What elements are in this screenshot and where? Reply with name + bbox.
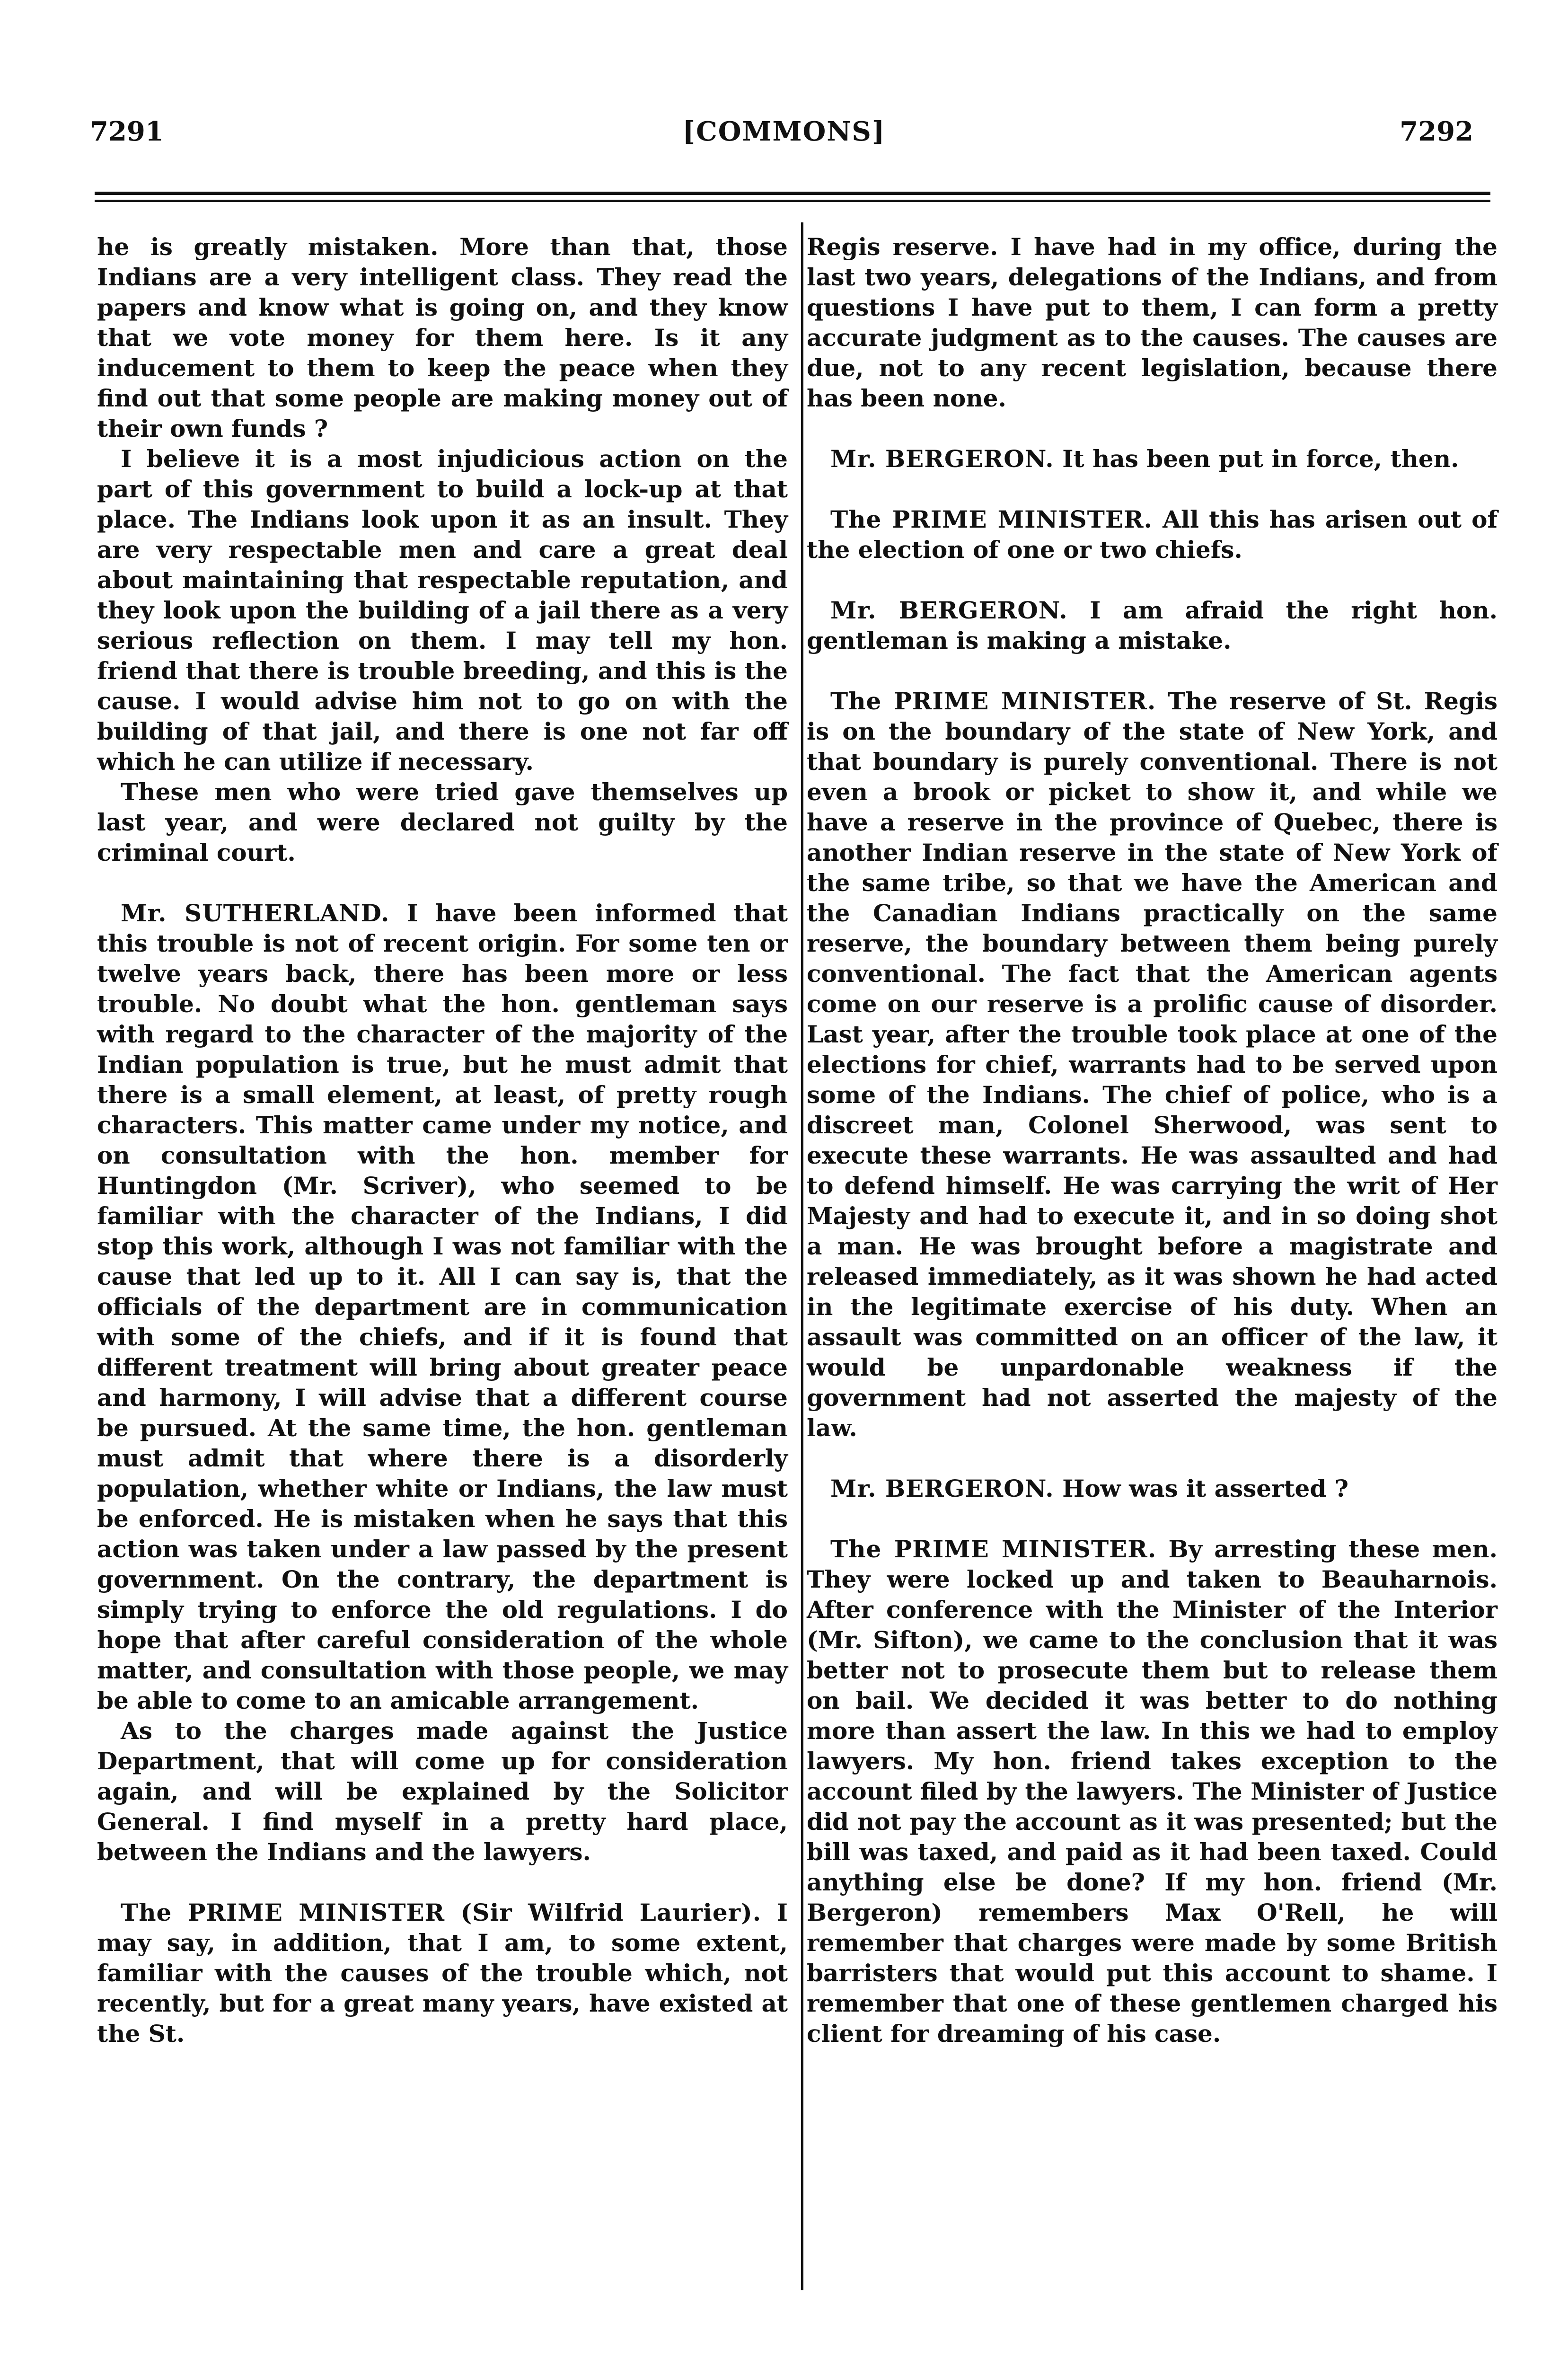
- left-column: [97, 232, 788, 2281]
- speech-paragraph: [97, 1898, 788, 2049]
- speech-paragraph: [807, 1534, 1498, 2049]
- speech-paragraph: [807, 686, 1498, 1443]
- speech-paragraph: [807, 595, 1498, 656]
- right-page-number: 7292: [1400, 116, 1473, 147]
- speaker-name: The PRIME MINISTER.: [830, 505, 1153, 533]
- paragraph: I believe it is a most injudicious action on the part of this government to build a lock-up at that place. The Indians look upon it as an insult. They are very respectable men and care a great deal about maintaining that respectable reputation, and they look upon the building of a jail there as a very serious reflection on them. I may tell my hon. friend that there is trouble breeding, and this is the cause. I would advise him not to go on with the building of that jail, and there is one not far off which he can utilize if necessary.: [97, 445, 788, 776]
- speech-paragraph: [97, 898, 788, 1716]
- speech-text: It has been put in force, then.: [1054, 445, 1459, 473]
- running-title: [COMMONS]: [682, 116, 886, 147]
- speech-paragraph: [807, 504, 1498, 565]
- speech-text: The reserve of St. Regis is on the boundary of the state of New York, and that boundary is purely conventional. There is not even a brook or picket to show it, and while we have a reserve in the province of Quebec, there is another Indian reserve in the state of New York of the same tribe, so that we have the American and the Canadian Indians practically on the same reserve, the boundary between them being purely conventional. The fact that the American agents come on our reserve is a prolific cause of disorder. Last year, after the trouble took place at one of the elections for chief, warrants had to be served upon some of the Indians. The chief of police, who is a discreet man, Colonel Sherwood, was sent to execute these warrants. He was assaulted and had to defend himself. He was carrying the writ of Her Majesty and had to execute it, and in so doing shot a man. He was brought before a magistrate and released immediately, as it was shown he had acted in the legitimate exercise of his duty. When an assault was committed on an officer of the law, it would be unpardonable weakness if the government had not asserted the majesty of the law.: [807, 687, 1498, 1442]
- speech-text: I have been informed that this trouble is not of recent origin. For some ten or twelve years back, there has been more or less trouble. No doubt what the hon. gentleman says with regard to the character of the majority of the Indian population is true, but he must admit that there is a small element, at least, of pretty rough characters. This matter came under my notice, and on consultation with the hon. member for Huntingdon (Mr. Scriver), who seemed to be familiar with the character of the Indians, I did stop this work, although I was not familiar with the cause that led up to it. All I can say is, that the officials of the department are in communication with some of the chiefs, and if it is found that different treatment will bring about greater peace and harmony, I will advise that a different course be pursued. At the same time, the hon. gentleman must admit that where there is a disorderly population, whether white or Indians, the law must be enforced. He is mistaken when he says that this action was taken under a law passed by the present government. On the contrary, the department is simply trying to enforce the old regulations. I do hope that after careful consideration of the whole matter, and consultation with those people, we may be able to come to an amicable arrangement.: [97, 899, 788, 1714]
- speaker-name: Mr. BERGERON.: [830, 445, 1054, 473]
- speech-paragraph: [807, 1474, 1498, 1504]
- paragraph: These men who were tried gave themselves up last year, and were declared not guilty by the criminal court.: [97, 778, 788, 866]
- speech-text: By arresting these men. They were locked up and taken to Beauharnois. After conference with the Minister of the Interior (Mr. Sifton), we came to the conclusion that it was better not to prosecute them but to release them on bail. We decided it was better to do nothing more than assert the law. In this we had to employ lawyers. My hon. friend takes exception to the account filed by the lawyers. The Minister of Justice did not pay the account as it was presented; but the bill was taxed, and paid as it had been taxed. Could anything else be done? If my hon. friend (Mr. Bergeron) remembers Max O'Rell, he will remember that charges were made by some British barristers that would put this account to shame. I remember that one of these gentlemen charged his client for dreaming of his case.: [807, 1535, 1498, 2048]
- speaker-name: The PRIME MINISTER.: [830, 1535, 1157, 1563]
- paragraph: he is greatly mistaken. More than that, those Indians are a very intelligent class. They read the papers and know what is going on, and they know that we vote money for them here. Is it any inducement to them to keep the peace when they find out that some people are making money out of their own funds ?: [97, 233, 788, 442]
- speech-text: All this has arisen out of the election of one or two chiefs.: [807, 505, 1498, 564]
- speech-text: I am afraid the right hon. gentleman is making a mistake.: [807, 596, 1498, 654]
- right-column: [807, 232, 1498, 2295]
- speaker-name: Mr. BERGERON.: [830, 1474, 1054, 1502]
- speaker-name: The PRIME MINISTER.: [830, 687, 1156, 715]
- speech-text: How was it asserted ?: [1054, 1474, 1349, 1502]
- page-header: [0, 106, 1568, 159]
- speech-paragraph: [807, 444, 1498, 474]
- speech-text: I may say, in addition, that I am, to some extent, familiar with the causes of the trouble which, not recently, but for a great many years, have existed at the St.: [97, 1898, 788, 2048]
- paragraph: As to the charges made against the Justice Department, that will come up for consideration again, and will be explained by the Solicitor General. I find myself in a pretty hard place, between the Indians and the lawyers.: [97, 1717, 788, 1866]
- header-rule: [95, 192, 1490, 202]
- speaker-name: Mr. BERGERON.: [830, 596, 1068, 624]
- column-divider: [801, 222, 803, 2290]
- speaker-name: Mr. SUTHERLAND.: [121, 899, 390, 927]
- left-page-number: 7291: [90, 116, 164, 147]
- paragraph: Regis reserve. I have had in my office, during the last two years, delegations of the Indians, and from questions I have put to them, I can form a pretty accurate judgment as to the causes. The causes are due, not to any recent legislation, because there has been none.: [807, 233, 1498, 412]
- speaker-name: The PRIME MINISTER (Sir Wilfrid Laurier).: [121, 1898, 762, 1926]
